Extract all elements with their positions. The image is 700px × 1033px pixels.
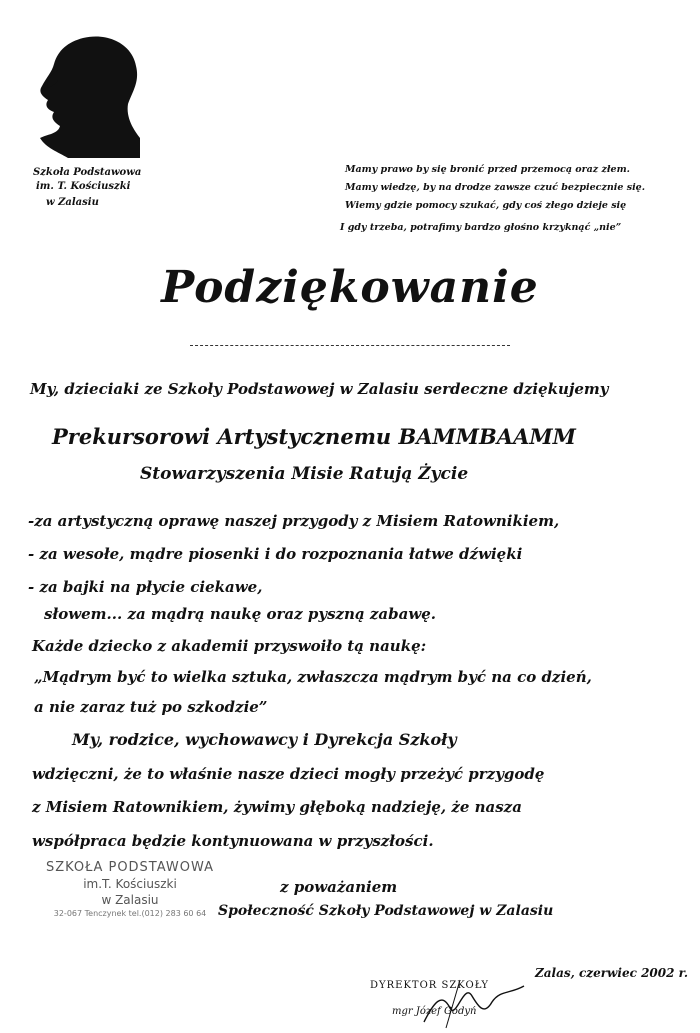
school-name-line-1: Szkoła Podstawowa bbox=[33, 167, 142, 178]
recipient-line-1: Prekursorowi Artystycznemu BAMMBAAMM bbox=[52, 424, 576, 449]
closing-line-4: współpraca będzie kontynuowana w przyszłości. bbox=[32, 832, 434, 850]
director-name: mgr Józef Godyń bbox=[392, 1006, 477, 1017]
regards-line: z poważaniem bbox=[280, 878, 398, 896]
reason-line-3: - za bajki na płycie ciekawe, bbox=[28, 578, 263, 596]
closing-line-2: wdzięczni, że to właśnie nasze dzieci mogły przeżyć przygodę bbox=[32, 765, 545, 783]
motto-line-1: Mamy prawo by się bronić przed przemocą oraz złem. bbox=[345, 164, 630, 175]
motto-line-2: Mamy wiedzę, by na drodze zawsze czuć bezpiecznie się. bbox=[345, 182, 646, 193]
stamp-line-2: im.T. Kościuszki bbox=[83, 877, 177, 891]
reason-line-2: - za wesołe, mądre piosenki i do rozpoznania łatwe dźwięki bbox=[28, 545, 523, 563]
title-divider bbox=[190, 345, 510, 346]
place-date: Zalas, czerwiec 2002 r. bbox=[535, 966, 689, 980]
motto-line-4: I gdy trzeba, potrafimy bardzo głośno krzyknąć „nie” bbox=[340, 222, 622, 233]
director-signature-scribble bbox=[420, 972, 530, 1032]
school-stamp bbox=[30, 860, 230, 938]
closing-line-3: z Misiem Ratownikiem, żywimy głęboką nadzieję, że nasza bbox=[32, 798, 522, 816]
closing-line-1: My, rodzice, wychowawcy i Dyrekcja Szkoły bbox=[72, 730, 457, 749]
reason-line-4: słowem... za mądrą naukę oraz pyszną zabawę. bbox=[44, 605, 437, 623]
motto-line-3: Wiemy gdzie pomocy szukać, gdy coś złego dzieje się bbox=[345, 200, 627, 211]
kosciuszko-portrait-silhouette bbox=[28, 30, 148, 160]
reason-line-1: -za artystyczną oprawę naszej przygody z Misiem Ratownikiem, bbox=[28, 512, 560, 530]
lesson-intro-line: Każde dziecko z akademii przyswoiło tą naukę: bbox=[32, 637, 427, 655]
quote-line-1: „Mądrym być to wielka sztuka, zwłaszcza mądrym być na co dzień, bbox=[34, 668, 592, 686]
school-name-line-3: w Zalasiu bbox=[46, 197, 99, 208]
director-title: DYREKTOR SZKOŁY bbox=[370, 980, 489, 991]
document-title: Podziękowanie bbox=[161, 262, 539, 313]
intro-line: My, dzieciaki ze Szkoły Podstawowej w Zalasiu serdeczne dziękujemy bbox=[30, 380, 609, 398]
community-line: Społeczność Szkoły Podstawowej w Zalasiu bbox=[218, 903, 554, 919]
recipient-line-2: Stowarzyszenia Misie Ratują Życie bbox=[140, 464, 469, 484]
quote-line-2: a nie zaraz tuż po szkodzie” bbox=[34, 698, 268, 716]
stamp-line-3: w Zalasiu bbox=[101, 893, 159, 907]
stamp-line-4: 32-067 Tenczynek tel.(012) 283 60 64 bbox=[53, 909, 207, 918]
school-name-line-2: im. T. Kościuszki bbox=[36, 181, 131, 192]
stamp-line-1: SZKOŁA PODSTAWOWA bbox=[45, 860, 215, 875]
